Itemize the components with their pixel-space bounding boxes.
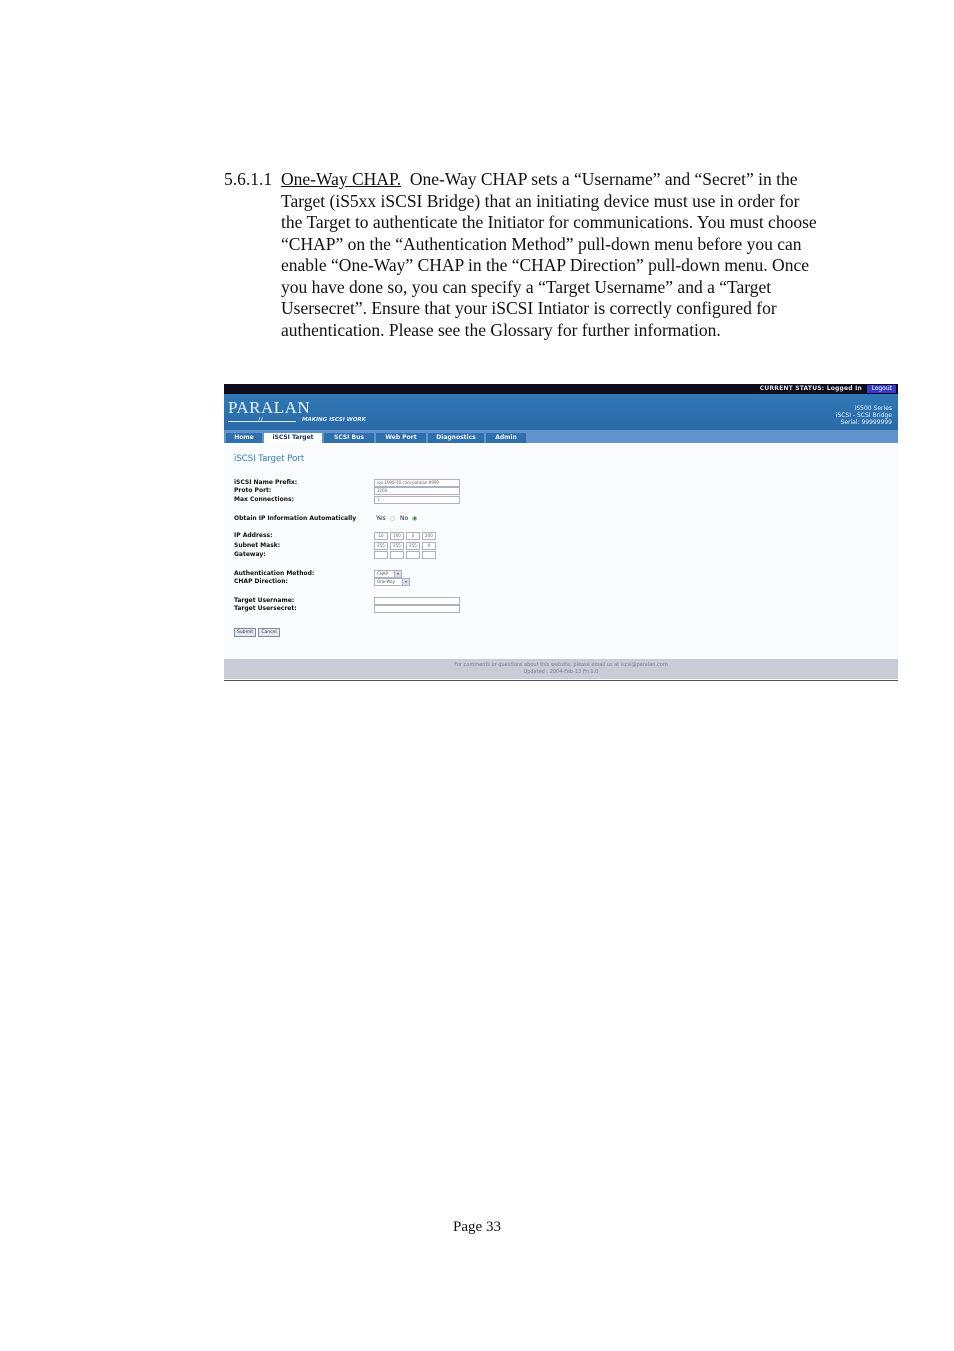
submit-button[interactable]: Submit (234, 628, 256, 637)
tab-bar (224, 430, 898, 443)
footer (224, 659, 898, 679)
subnet-octet-input[interactable]: 0 (422, 542, 436, 550)
no-radio[interactable]: ◉ (412, 515, 418, 522)
logout-button[interactable]: Logout (867, 385, 896, 393)
tab-home[interactable]: Home (226, 433, 262, 443)
auth-method-value: CHAP (377, 571, 388, 576)
tagline: MAKING iSCSI WORK (302, 417, 366, 423)
header-banner (224, 394, 898, 430)
current-status: CURRENT STATUS: Logged In (759, 385, 862, 392)
model-info (836, 405, 892, 426)
name-prefix-input[interactable]: iqn.1996-10.com.paralan:9999 (374, 479, 460, 487)
footer-line: For comments or questions about this website, please email us at iscsi@paralan.com (454, 662, 668, 668)
model-line: iS500 Series (854, 405, 892, 412)
ip-octet-input[interactable]: 10 (374, 532, 388, 540)
target-usersecret-input[interactable] (374, 605, 460, 613)
content-area (224, 443, 898, 659)
paralan-logo: PARALAN (228, 398, 311, 417)
auth-method-label: Authentication Method: (234, 570, 315, 577)
chap-direction-label: CHAP Direction: (234, 578, 288, 585)
target-usersecret-label: Target Usersecret: (234, 605, 297, 612)
embedded-screenshot (224, 384, 898, 681)
section-number: 5.6.1.1 (224, 169, 273, 189)
tab-iscsi-target[interactable]: iSCSI Target (264, 433, 322, 443)
subnet-mask-label: Subnet Mask: (234, 542, 281, 549)
logo-swoosh-icon: 〃 (256, 416, 266, 426)
status-bar (224, 384, 898, 394)
chap-direction-value: One-Way (377, 579, 395, 584)
tab-admin[interactable]: Admin (486, 433, 526, 443)
gateway-octet-input[interactable] (406, 551, 420, 559)
proto-port-label: Proto Port: (234, 487, 272, 494)
gateway-octet-input[interactable] (390, 551, 404, 559)
cancel-button[interactable]: Cancel (258, 628, 280, 637)
chap-direction-select[interactable] (374, 578, 410, 586)
yes-label: Yes (376, 515, 386, 522)
gateway-octet-input[interactable] (374, 551, 388, 559)
tab-web-port[interactable]: Web Port (376, 433, 426, 443)
ip-octet-input[interactable]: 0 (406, 532, 420, 540)
model-line: iSCSI - SCSI Bridge (835, 412, 892, 419)
auth-method-select[interactable] (374, 570, 402, 578)
subnet-octet-input[interactable]: 255 (406, 542, 420, 550)
section-body (281, 169, 824, 341)
section-heading: One-Way CHAP. (281, 169, 402, 189)
chevron-down-icon: ▾ (394, 571, 401, 577)
ip-address-label: IP Address: (234, 532, 273, 539)
footer-line: Updated : 2004-Feb-13 Fri 1:0 (523, 669, 599, 675)
yes-radio[interactable]: ○ (390, 515, 396, 522)
obtain-ip-label: Obtain IP Information Automatically (234, 515, 357, 522)
tab-scsi-bus[interactable]: SCSI Bus (324, 433, 374, 443)
page-title: iSCSI Target Port (234, 454, 305, 464)
proto-port-input[interactable]: 3260 (374, 487, 460, 495)
subnet-octet-input[interactable]: 255 (374, 542, 388, 550)
ip-octet-input[interactable]: 200 (422, 532, 436, 540)
page-number: Page 33 (453, 1219, 501, 1235)
section-text: One-Way CHAP sets a “Username” and “Secret” in the Target (iS5xx iSCSI Bridge) that an initiating device must use in order for the Target to authenticate the Initiator for communications. You must choose “CHAP” on the “Authentication Method” pull-down menu before you can enable “One-Way” CHAP in the “CHAP Direction” pull-down menu. Once you have done so, you can specify a “Target Username” and a “Target Usersecret”. Ensure that your iSCSI Intiator is correctly configured for authentication. Please see the Glossary for further information. (281, 169, 817, 340)
section-paragraph (224, 169, 824, 341)
max-connections-label: Max Connections: (234, 496, 294, 503)
gateway-label: Gateway: (234, 551, 266, 558)
gateway-octet-input[interactable] (422, 551, 436, 559)
ip-octet-input[interactable]: 160 (390, 532, 404, 540)
chevron-down-icon: ▾ (402, 579, 409, 585)
target-username-label: Target Username: (234, 597, 295, 604)
name-prefix-label: iSCSI Name Prefix: (234, 479, 298, 486)
subnet-octet-input[interactable]: 255 (390, 542, 404, 550)
target-username-input[interactable] (374, 597, 460, 605)
model-line: Serial: 99999999 (840, 419, 892, 426)
max-connections-input[interactable]: 1 (374, 496, 460, 504)
tab-diagnostics[interactable]: Diagnostics (428, 433, 484, 443)
no-label: No (400, 515, 409, 522)
